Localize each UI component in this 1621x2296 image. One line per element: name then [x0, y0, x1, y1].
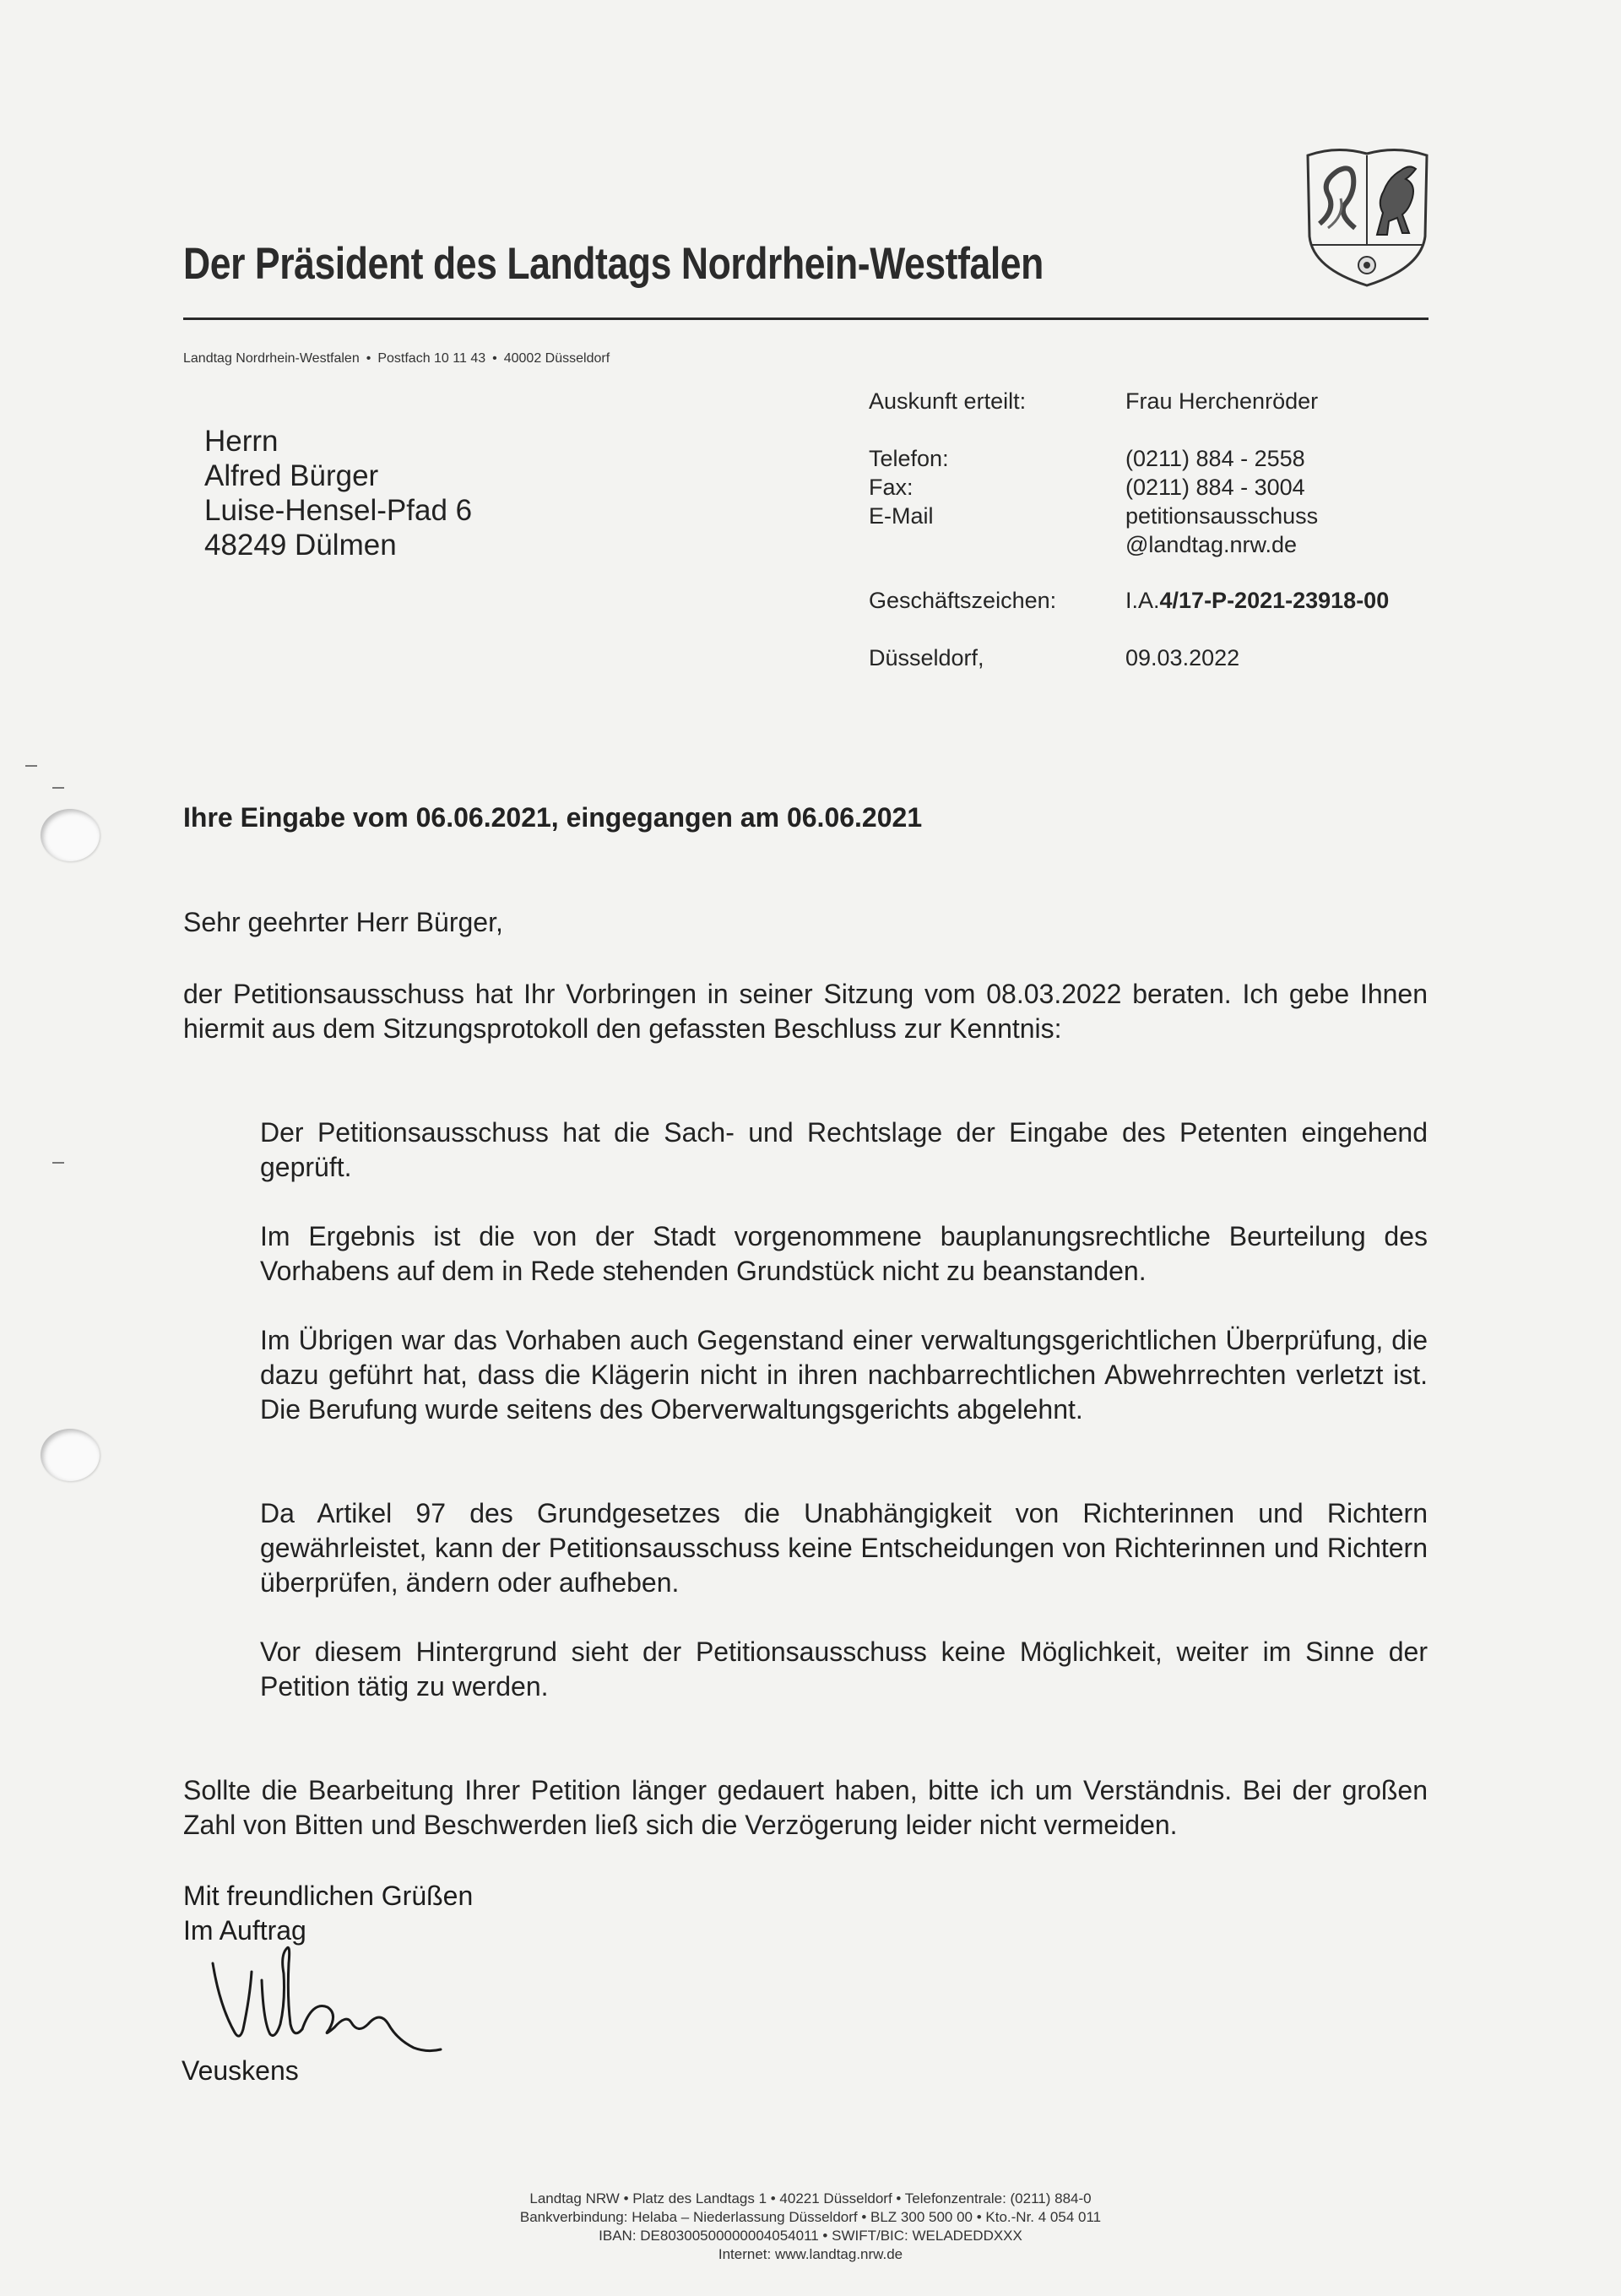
sender-org: Landtag Nordrhein-Westfalen — [183, 351, 360, 366]
recipient-salutation: Herrn — [204, 425, 279, 458]
reference-prefix: I.A. — [1125, 588, 1160, 613]
contact-value: Frau Herchenröder — [1125, 388, 1319, 414]
email-label: E-Mail — [869, 503, 934, 529]
resolution-paragraph-3: Im Übrigen war das Vorhaben auch Gegenstand einer verwaltungsgerichtlichen Überprüfung, die dazu geführt hat, dass die Klägerin nicht in ihren nachbarrechtlichen Abwehrrechten verletzt ist. Die Berufung wurde seitens des Oberverwaltungsgerichts abgelehnt. — [260, 1325, 1428, 1425]
footer-iban: IBAN: DE80300500000004054011 • SWIFT/BIC: WELADEDDXXX — [599, 2228, 1022, 2244]
email-value-1: petitionsausschuss — [1125, 503, 1319, 529]
phone-value: (0211) 884 - 2558 — [1125, 446, 1305, 471]
header-divider — [183, 318, 1429, 320]
contact-label: Auskunft erteilt: — [869, 388, 1027, 414]
coat-of-arms-icon — [1303, 144, 1432, 289]
sender-return-address: Landtag Nordrhein-Westfalen • Postfach 10 11 43 • 40002 Düsseldorf — [183, 351, 610, 366]
letter-footer — [0, 2190, 1621, 2264]
fold-mark-top — [25, 765, 37, 767]
resolution-paragraph-4: Da Artikel 97 des Grundgesetzes die Unabhängigkeit von Richterinnen und Richtern gewährleistet, kann der Petitionsausschuss keine Entscheidungen von Richterinnen und Richtern überprüfen, ändern oder aufheben. — [260, 1498, 1428, 1598]
recipient-address — [204, 424, 472, 562]
fold-mark-middle — [52, 1162, 64, 1164]
recipient-city: 48249 Dülmen — [204, 529, 397, 562]
punch-hole-bottom — [41, 1429, 100, 1481]
letter-salutation: Sehr geehrter Herr Bürger, — [183, 907, 503, 937]
footer-bank: Bankverbindung: Helaba – Niederlassung Düsseldorf • BLZ 300 500 00 • Kto.-Nr. 4 054 011 — [519, 2209, 1102, 2225]
punch-hole-top — [41, 809, 100, 861]
letter-apology: Sollte die Bearbeitung Ihrer Petition länger gedauert haben, bitte ich um Verständnis. Bei der großen Zahl von Bitten und Beschwerden ließ sich die Verzögerung leider nicht vermeiden. — [183, 1775, 1428, 1840]
signer-name: Veuskens — [182, 2055, 299, 2086]
recipient-name: Alfred Bürger — [204, 459, 379, 492]
email-value-2: @landtag.nrw.de — [1125, 532, 1298, 557]
recipient-street: Luise-Hensel-Pfad 6 — [204, 494, 473, 527]
place-label: Düsseldorf, — [869, 645, 984, 670]
letterhead-title: Der Präsident des Landtags Nordrhein-Westfalen — [183, 239, 1044, 289]
letter-subject: Ihre Eingabe vom 06.06.2021, eingegangen am 06.06.2021 — [183, 802, 923, 833]
fold-mark-top-2 — [52, 787, 64, 789]
reference-number: 4/17-P-2021-23918-00 — [1159, 588, 1390, 613]
resolution-paragraph-2: Im Ergebnis ist die von der Stadt vorgenommene bauplanungsrechtliche Beurteilung des Vorhabens auf dem in Rede stehenden Grundstück nicht zu beanstanden. — [260, 1221, 1428, 1286]
phone-label: Telefon: — [869, 446, 949, 471]
fax-label: Fax: — [869, 475, 914, 500]
fax-value: (0211) 884 - 3004 — [1125, 475, 1305, 500]
resolution-paragraph-1: Der Petitionsausschuss hat die Sach- und Rechtslage der Eingabe des Petenten eingehend geprüft. — [260, 1117, 1428, 1182]
sender-postbox: Postfach 10 11 43 — [377, 351, 486, 366]
sender-city: 40002 Düsseldorf — [503, 351, 610, 366]
letter-date: 09.03.2022 — [1125, 645, 1240, 670]
closing-greeting: Mit freundlichen Grüßen — [183, 1881, 474, 1911]
footer-address: Landtag NRW • Platz des Landtags 1 • 40221 Düsseldorf • Telefonzentrale: (0211) 884-0 — [529, 2190, 1092, 2206]
closing-on-behalf: Im Auftrag — [183, 1915, 306, 1946]
letter-intro: der Petitionsausschuss hat Ihr Vorbringen in seiner Sitzung vom 08.03.2022 beraten. Ich gebe Ihnen hiermit aus dem Sitzungsprotokoll den gefassten Beschluss zur Kenntnis: — [183, 979, 1428, 1044]
footer-website: Internet: www.landtag.nrw.de — [718, 2246, 903, 2262]
reference-value — [1125, 588, 1389, 614]
resolution-paragraph-5: Vor diesem Hintergrund sieht der Petitionsausschuss keine Möglichkeit, weiter im Sinne der Petition tätig zu werden. — [260, 1637, 1428, 1702]
reference-label: Geschäftszeichen: — [869, 588, 1057, 613]
